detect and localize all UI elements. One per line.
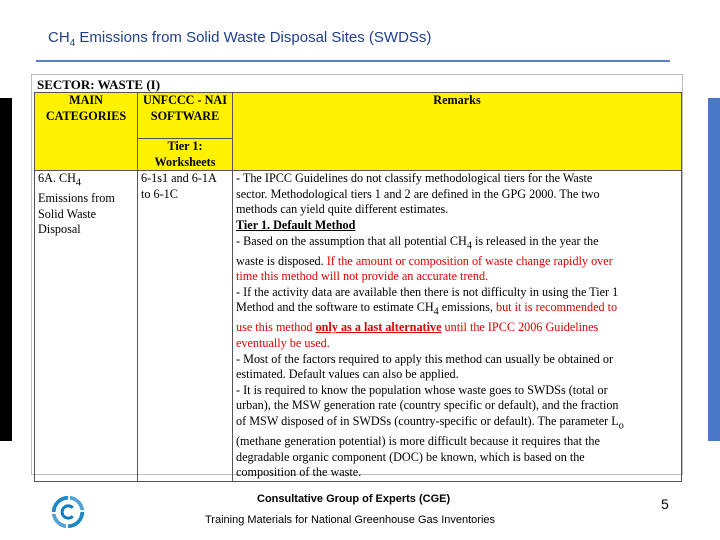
left-edge-bar <box>0 98 12 441</box>
header-tier1-worksheets: Tier 1: Worksheets <box>138 139 233 171</box>
methodology-table <box>34 92 682 482</box>
document-image <box>31 74 683 480</box>
worksheets-cell: 6-1s1 and 6-1A to 6-1C <box>138 171 233 482</box>
footer-organization: Consultative Group of Experts (CGE) <box>257 493 451 505</box>
default-method-heading: Tier 1. Default Method <box>236 217 356 232</box>
header-software: UNFCCC - NAI SOFTWARE <box>138 93 233 139</box>
right-edge-bar <box>708 98 720 441</box>
footer-subtitle: Training Materials for National Greenhouse Gas Inventories <box>205 514 496 526</box>
unfccc-logo-icon <box>49 493 87 531</box>
page-number: 5 <box>661 496 669 512</box>
category-cell: 6A. $CH_4$ Emissions from Solid Waste Disposal <box>35 171 138 482</box>
remarks-cell: - The IPCC Guidelines do not classify methodological tiers for the Waste sector. Methodological tiers 1 and 2 are defined in the GPG 2000. The two methods can yield quite different estimates. Tier 1. Default Method - Based on the assumption that all potential $CH_4$ is released in the year the waste is disposed. If the amount or composition of waste change rapidly over time this method will not provide an accurate trend. - If the activity data are available then there is not difficulty in using the Tier 1 Method and the software to estimate $CH_4$ emissions, but it is recommended to use this method only as a last alternative until the IPCC 2006 Guidelines eventually be used. - Most of the factors required to apply this method can usually be obtained or estimated. Default values can also be applied. - It is required to know the population whose waste goes to SWDSs (total or urban), the MSW generation rate (country specific or default), and the fraction of MSW disposed of in SWDSs (country-specific or default). The parameter $L_o$ (methane generation potential) is more difficult because it requires that the degradable organic component (DOC) be known, which is based on the composition of the waste. <box>233 171 682 482</box>
header-remarks: Remarks <box>233 93 682 171</box>
title-divider <box>36 60 670 62</box>
slide-title: $CH_4$ Emissions from Solid Waste Disposal Sites (SWDSs) <box>48 29 432 49</box>
header-main-categories: MAIN CATEGORIES <box>35 93 138 171</box>
sector-heading: SECTOR: WASTE (I) <box>37 77 161 92</box>
